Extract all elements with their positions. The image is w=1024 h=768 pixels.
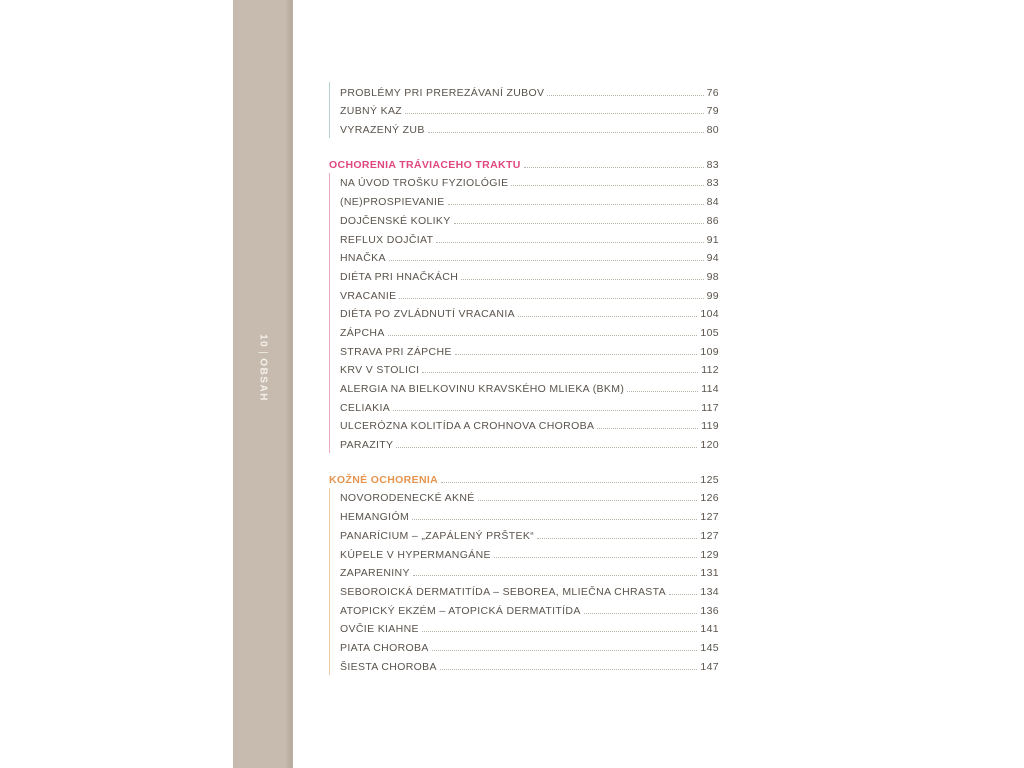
toc-entry-page-number: 127 (700, 511, 719, 524)
toc-entry (340, 285, 719, 304)
toc-entry (340, 506, 719, 525)
toc-entry (340, 600, 719, 619)
dotted-leader (388, 335, 698, 336)
toc-entry (340, 525, 719, 544)
dotted-leader (669, 594, 697, 595)
dotted-leader (597, 428, 698, 429)
toc-entry-label: KÚPELE V HYPERMANGÁNE (340, 548, 491, 561)
spine-strip (233, 0, 293, 768)
toc-entry (340, 360, 719, 379)
spine-page-number: 10 (257, 334, 269, 349)
toc-entry-page-number: 134 (700, 585, 719, 598)
dotted-leader (441, 482, 697, 483)
toc-entry-page-number: 127 (700, 529, 719, 542)
toc-entry-label: PANARÍCIUM – „ZAPÁLENÝ PRŠTEK“ (340, 529, 535, 542)
toc-entry-label: PROBLÉMY PRI PREREZÁVANÍ ZUBOV (340, 86, 545, 99)
dotted-leader (412, 519, 697, 520)
toc-entry-label: ULCERÓZNA KOLITÍDA A CROHNOVA CHOROBA (340, 420, 595, 433)
toc-entry (340, 619, 719, 638)
toc-entry-page-number: 117 (701, 401, 719, 414)
toc-entry-page-number: 109 (700, 345, 719, 358)
toc-entry-page-number: 114 (701, 383, 719, 395)
toc-entry-label: OVČIE KIAHNE (340, 623, 419, 636)
dotted-leader (455, 354, 698, 355)
dotted-leader (428, 132, 704, 133)
dotted-leader (524, 167, 704, 168)
toc-entry (340, 119, 719, 138)
dotted-leader (396, 447, 697, 448)
toc-entry-label: (NE)PROSPIEVANIE (340, 196, 445, 209)
dotted-leader (405, 113, 704, 114)
toc-entry-page-number: 79 (706, 105, 719, 118)
toc-entry (340, 191, 719, 210)
toc-entry-label: STRAVA PRI ZÁPCHE (340, 345, 452, 358)
toc-section (329, 82, 719, 138)
toc-entry (340, 434, 719, 453)
dotted-leader (389, 260, 704, 261)
dotted-leader (432, 650, 698, 651)
toc-entry-page-number: 86 (706, 214, 719, 227)
dotted-leader (537, 538, 697, 539)
toc-entry-label: ZUBNÝ KAZ (340, 105, 403, 118)
toc-entry-label: HEMANGIÓM (340, 511, 410, 524)
dotted-leader (511, 185, 703, 186)
dotted-leader (413, 575, 698, 576)
toc-entry-label: PARAZITY (340, 439, 394, 452)
dotted-leader (461, 279, 703, 280)
toc-entry-page-number: 141 (700, 623, 719, 636)
dotted-leader (440, 669, 698, 670)
toc-entry (340, 304, 719, 323)
toc-heading (329, 469, 719, 488)
toc-entry (340, 322, 719, 341)
toc-entry (340, 341, 719, 360)
toc-entry-page-number: 147 (700, 660, 719, 673)
toc-entry (340, 416, 719, 435)
toc-entry-page-number: 99 (706, 289, 719, 302)
toc-entry-page-number: 145 (700, 641, 719, 654)
toc-entry-page-number: 136 (700, 604, 719, 617)
toc-entry (340, 637, 719, 656)
toc-entry-label: ATOPICKÝ EKZÉM – ATOPICKÁ DERMATITÍDA (340, 604, 581, 617)
toc-entry-page-number: 83 (706, 177, 719, 190)
toc-entry (340, 563, 719, 582)
toc-entry-label: ŠIESTA CHOROBA (340, 660, 437, 673)
dotted-leader (584, 613, 698, 614)
toc-item-group (329, 82, 719, 138)
toc-entry (340, 397, 719, 416)
toc-item-group (329, 173, 719, 453)
toc-entry-label: PIATA CHOROBA (340, 641, 429, 654)
toc-entry (340, 82, 719, 101)
toc-entry-page-number: 94 (706, 252, 719, 265)
toc-entry (340, 173, 719, 192)
toc-entry (340, 656, 719, 675)
toc-entry-page-number: 84 (706, 196, 719, 209)
toc-sections (329, 82, 719, 675)
toc-heading-label: KOŽNÉ OCHORENIA (329, 473, 439, 486)
toc-heading-label: OCHORENIA TRÁVIACEHO TRAKTU (329, 158, 521, 171)
toc-entry (340, 229, 719, 248)
toc-section (329, 469, 719, 675)
spine-label (258, 334, 269, 402)
toc-entry-label: SEBOROICKÁ DERMATITÍDA – SEBOREA, MLIEČNA CHRASTA (340, 585, 666, 598)
dotted-leader (436, 242, 703, 243)
toc-entry-page-number: 91 (706, 233, 719, 246)
toc-entry-page-number: 120 (700, 439, 719, 452)
toc-entry-label: VRACANIE (340, 289, 397, 302)
dotted-leader (454, 223, 704, 224)
toc-entry-page-number: 98 (706, 270, 719, 283)
toc-heading (329, 154, 719, 173)
dotted-leader (518, 316, 697, 317)
toc-entry (340, 101, 719, 120)
toc-entry-label: KRV V STOLICI (340, 364, 420, 377)
toc-entry (340, 248, 719, 267)
toc-entry (340, 488, 719, 507)
toc-heading-page-number: 83 (706, 158, 719, 171)
toc-entry (340, 544, 719, 563)
toc-entry-page-number: 119 (701, 420, 719, 433)
spine-separator: | (257, 351, 269, 356)
toc-entry-label: DIÉTA PO ZVLÁDNUTÍ VRACANIA (340, 308, 515, 321)
toc-entry-page-number: 129 (700, 548, 719, 561)
toc-entry-label: NOVORODENECKÉ AKNÉ (340, 492, 475, 505)
dotted-leader (393, 410, 698, 411)
toc-entry-label: NA ÚVOD TROŠKU FYZIOLÓGIE (340, 177, 509, 190)
toc-entry (340, 210, 719, 229)
toc-entry-page-number: 105 (700, 326, 719, 339)
toc-section (329, 154, 719, 453)
dotted-leader (494, 557, 698, 558)
dotted-leader (547, 95, 703, 96)
dotted-leader (627, 391, 698, 392)
toc-entry-label: VYRAZENÝ ZUB (340, 124, 425, 137)
toc-entry-page-number: 126 (700, 492, 719, 505)
toc-entry (340, 266, 719, 285)
toc-entry-page-number: 131 (700, 567, 719, 580)
dotted-leader (448, 204, 704, 205)
spine-title: OBSAH (257, 358, 269, 402)
dotted-leader (422, 372, 698, 373)
dotted-leader (478, 500, 698, 501)
toc-entry-page-number: 76 (706, 86, 719, 99)
toc-entry-page-number: 112 (701, 364, 719, 377)
toc-heading-page-number: 125 (700, 473, 719, 486)
toc-entry-label: REFLUX DOJČIAT (340, 233, 434, 246)
toc-entry-label: CELIAKIA (340, 401, 391, 414)
toc-entry-label: ZAPARENINY (340, 567, 410, 580)
toc-entry-label: HNAČKA (340, 252, 386, 265)
toc-entry-page-number: 80 (706, 124, 719, 137)
toc-entry-page-number: 104 (700, 308, 719, 321)
toc-entry (340, 581, 719, 600)
toc-entry-label: DIÉTA PRI HNAČKÁCH (340, 270, 459, 283)
dotted-leader (399, 298, 703, 299)
toc-entry-label: ZÁPCHA (340, 326, 385, 339)
toc-entry-label: ALERGIA NA BIELKOVINU KRAVSKÉHO MLIEKA (BKM) (340, 383, 625, 395)
toc-entry-label: DOJČENSKÉ KOLIKY (340, 214, 451, 227)
dotted-leader (422, 631, 698, 632)
toc-item-group (329, 488, 719, 675)
toc-entry (340, 378, 719, 397)
